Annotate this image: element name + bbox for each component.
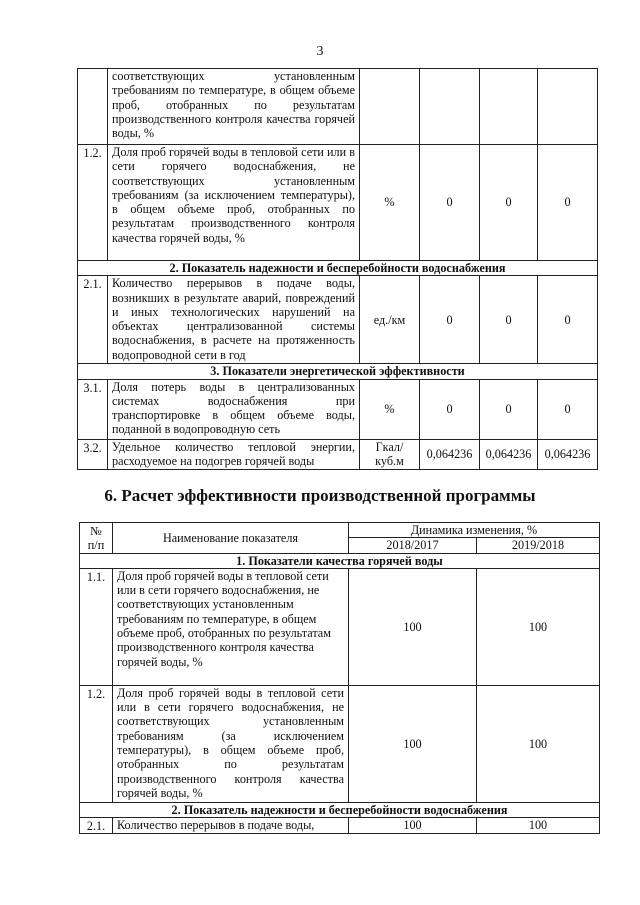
value-cell: 0 — [480, 379, 538, 439]
indicator-text: Доля проб горячей воды в тепловой сети или в сети горячего водоснабжения, не соответствующих установленным требованиям (за исключением температуры), в общем объеме проб, отобранных по результатам производственного контроля качества горячей воды, % — [108, 145, 360, 261]
value-cell: 0,064236 — [538, 439, 598, 469]
section-row — [78, 364, 598, 379]
section-title: 1. Показатели качества горячей воды — [80, 553, 600, 568]
value-cell: 0,064236 — [420, 439, 480, 469]
header-year: 2019/2018 — [477, 538, 600, 553]
indicator-text: Доля проб горячей воды в тепловой сети или в сети горячего водоснабжения, не соответствующих установленным требованиям (за исключением температуры), в общем объеме проб, отобранных по результатам производственного контроля качества горячей воды, % — [113, 685, 349, 802]
row-number: 3.2. — [78, 439, 108, 469]
table-row — [80, 568, 600, 685]
header-name: Наименование показателя — [113, 523, 349, 554]
indicator-text: соответствующих установленным требованиям по температуре, в общем объеме проб, отобранных по результатам производственного контроля качества горячей воды, % — [108, 69, 360, 145]
section-title: 2. Показатель надежности и бесперебойности водоснабжения — [78, 261, 598, 276]
indicator-text: Доля проб горячей воды в тепловой сети или в сети горячего водоснабжения, не соответствующих установленным требованиям по температуре, в общем объеме проб, отобранных по результатам производственного контроля качества горячей воды, % — [113, 568, 349, 685]
value-cell: 0 — [480, 145, 538, 261]
value-cell: 100 — [477, 568, 600, 685]
value-cell: 100 — [349, 568, 477, 685]
section-row — [80, 553, 600, 568]
indicators-table — [77, 68, 598, 470]
unit-cell: % — [360, 379, 420, 439]
indicator-text: Доля потерь воды в централизованных системах водоснабжения при транспортировке в общем объеме воды, поданной в водопроводную сеть — [108, 379, 360, 439]
unit-cell: % — [360, 145, 420, 261]
row-number: 3.1. — [78, 379, 108, 439]
efficiency-table — [79, 522, 600, 834]
indicator-text: Количество перерывов в подаче воды, возникших в результате аварий, повреждений и иных технологических нарушений на объектах централизованной системы водоснабжения, в расчете на протяженность водопроводной сети в год — [108, 276, 360, 364]
value-cell: 0 — [420, 379, 480, 439]
value-cell: 100 — [477, 818, 600, 834]
value-cell: 100 — [349, 685, 477, 802]
row-number: 1.2. — [78, 145, 108, 261]
row-number: 1.2. — [80, 685, 113, 802]
unit-cell: ед./км — [360, 276, 420, 364]
section-row — [80, 802, 600, 817]
section-heading: 6. Расчет эффективности производственной программы — [104, 486, 536, 505]
table-row — [80, 685, 600, 802]
table-row — [78, 439, 598, 469]
row-number: 1.1. — [80, 568, 113, 685]
header-num: № п/п — [80, 523, 113, 554]
value-cell: 100 — [477, 685, 600, 802]
table-row — [78, 145, 598, 261]
value-cell: 0 — [538, 379, 598, 439]
row-number: 2.1. — [80, 818, 113, 834]
table-row — [78, 276, 598, 364]
header-dynamics: Динамика изменения, % — [349, 523, 600, 538]
header-row — [80, 523, 600, 538]
value-cell: 0 — [420, 276, 480, 364]
value-cell: 0 — [538, 145, 598, 261]
value-cell: 0 — [420, 145, 480, 261]
value-cell: 0 — [538, 276, 598, 364]
value-cell: 0 — [480, 276, 538, 364]
indicator-text: Количество перерывов в подаче воды, — [113, 818, 349, 834]
table-row — [78, 69, 598, 145]
unit-cell: Гкал/ куб.м — [360, 439, 420, 469]
table-row — [80, 818, 600, 834]
section-row — [78, 261, 598, 276]
page-number: 3 — [316, 44, 324, 59]
table-row — [78, 379, 598, 439]
indicator-text: Удельное количество тепловой энергии, расходуемое на подогрев горячей воды — [108, 439, 360, 469]
row-number: 2.1. — [78, 276, 108, 364]
value-cell: 0,064236 — [480, 439, 538, 469]
header-year: 2018/2017 — [349, 538, 477, 553]
section-title: 3. Показатели энергетической эффективности — [78, 364, 598, 379]
value-cell: 100 — [349, 818, 477, 834]
section-title: 2. Показатель надежности и бесперебойности водоснабжения — [80, 802, 600, 817]
